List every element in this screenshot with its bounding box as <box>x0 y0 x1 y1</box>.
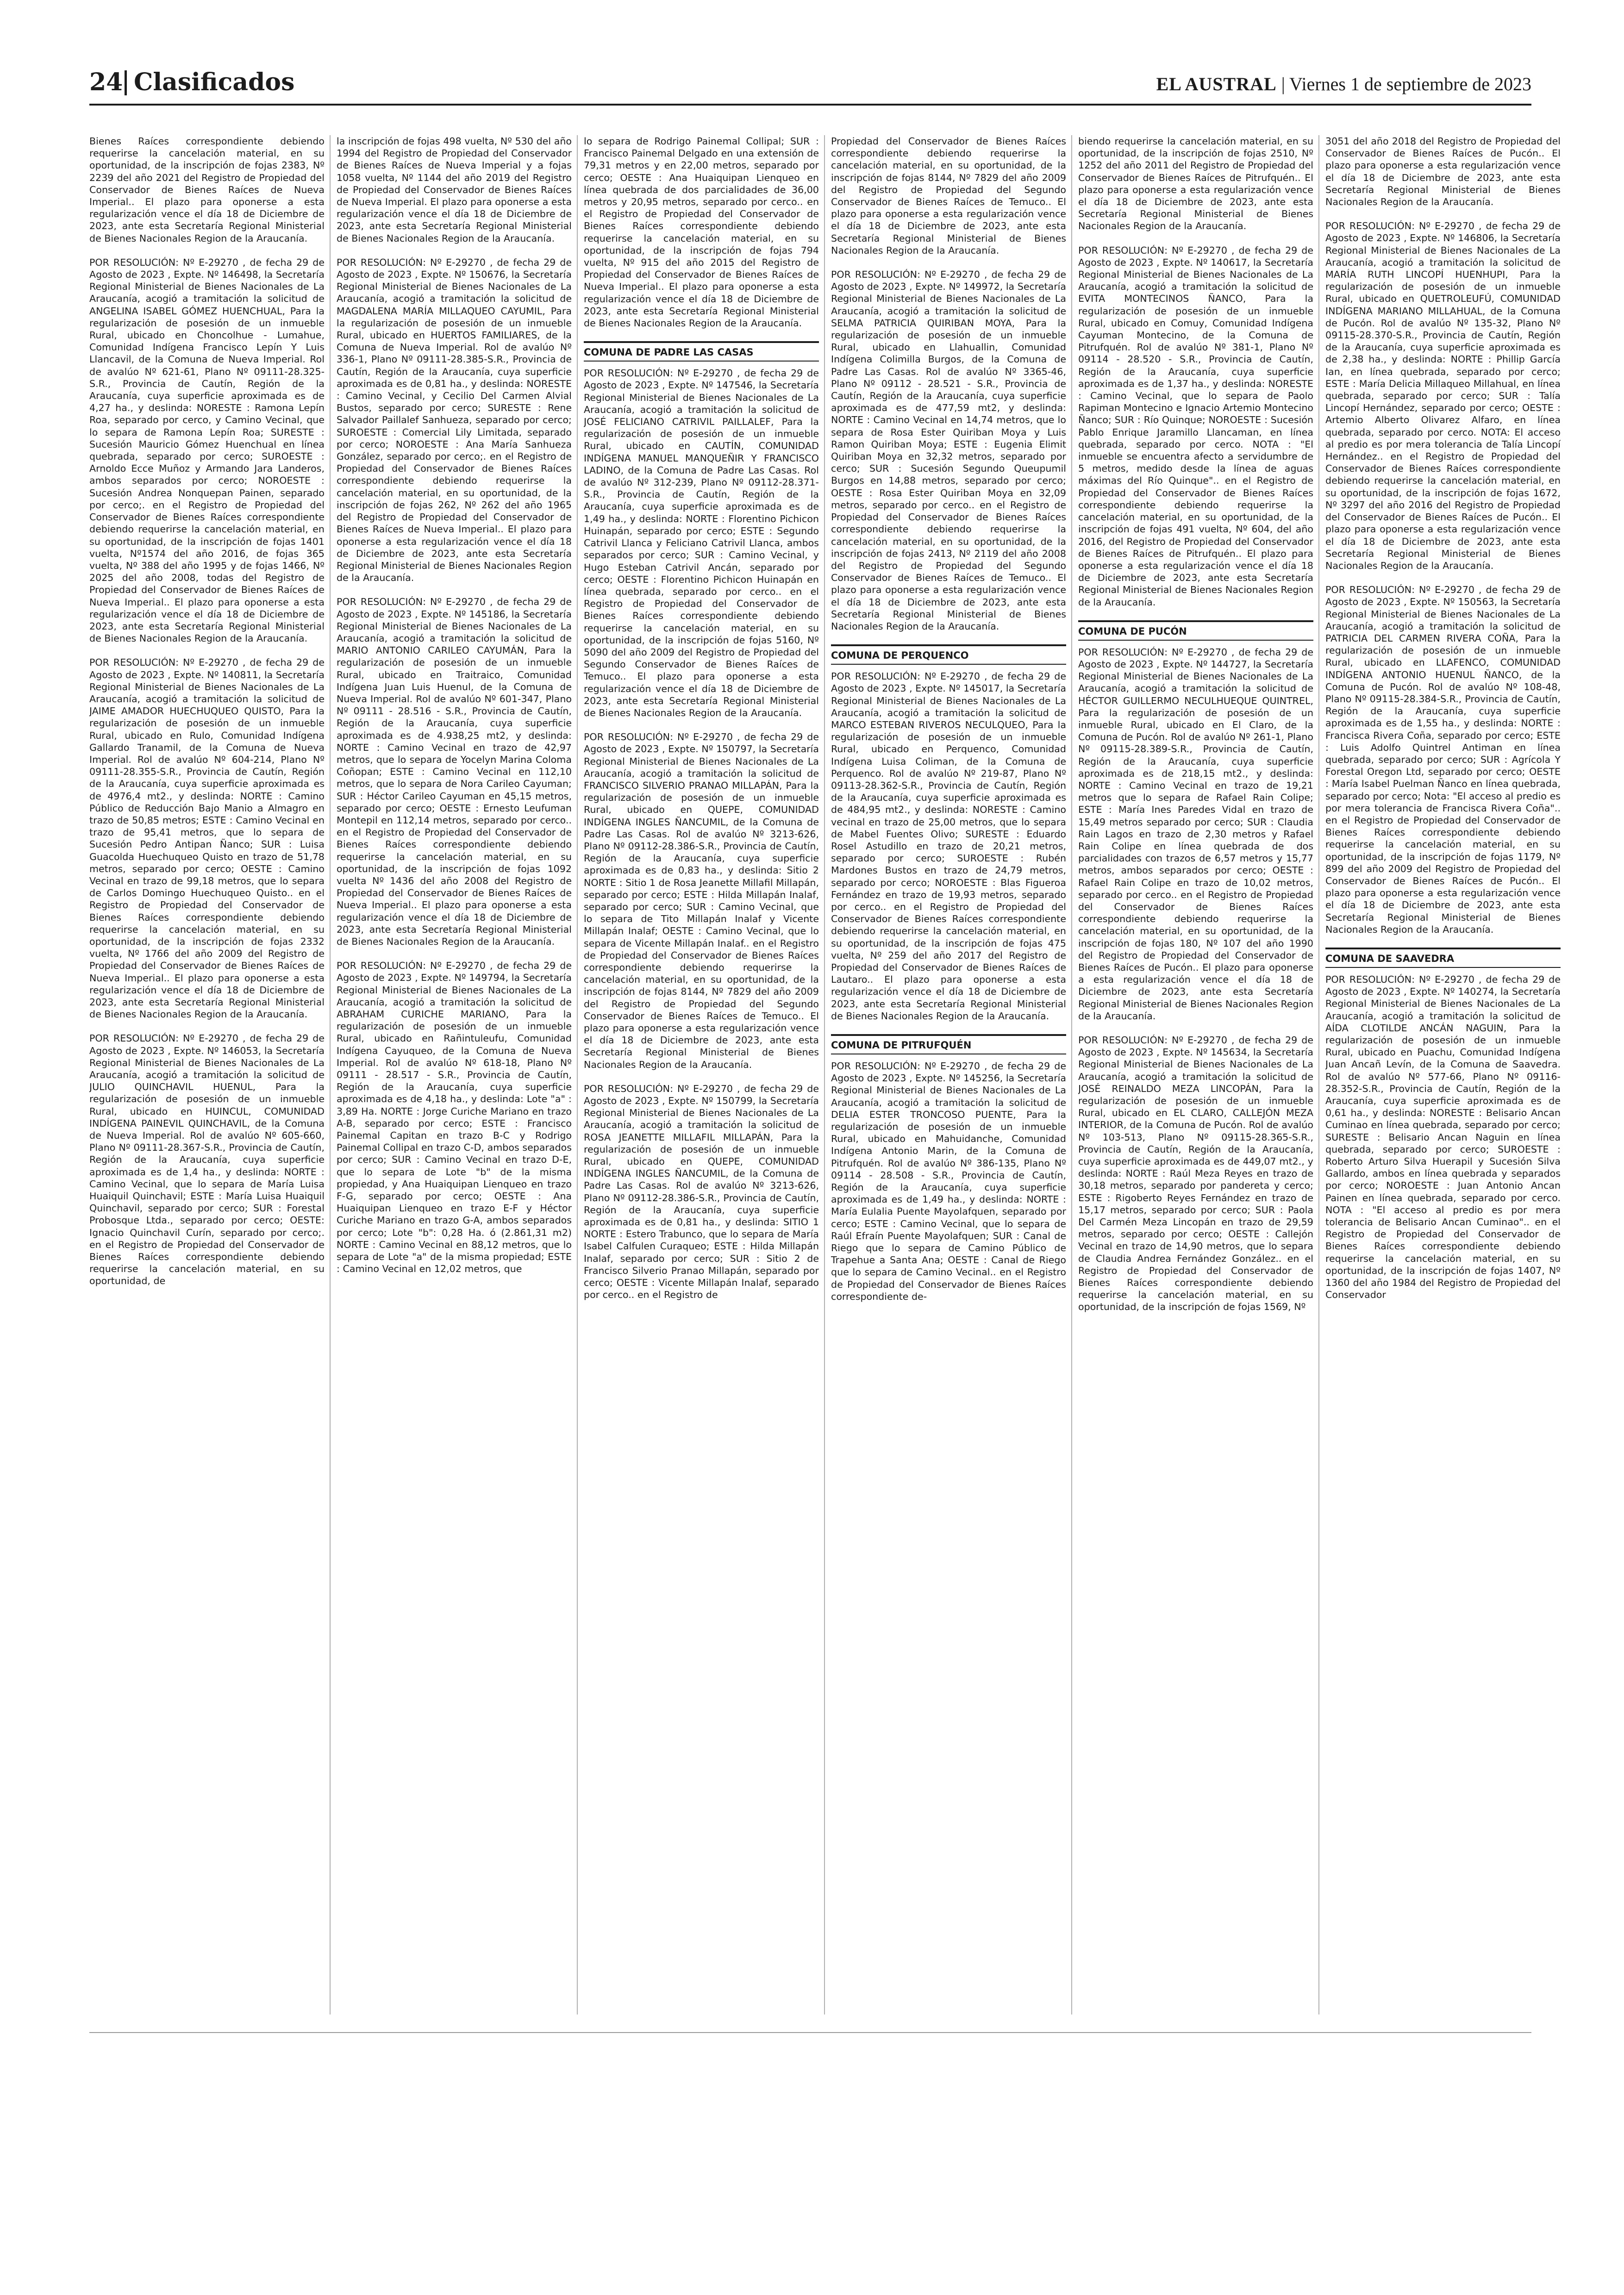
notice-paragraph: POR RESOLUCIÓN: Nº E-29270 , de fecha 29 de Agosto de 2023 , Expte. Nº 147546, la Secretaría Regional Ministerial de Bienes Nacionales de La Araucanía, acogió a tramitación la solicitud de JOSÉ FELICIANO CATRIVIL PAILLALEF, Para la regularización de posesión de un inmueble Rural, ubicado en CAUTÍN, COMUNIDAD INDÍGENA MANUEL MANQUEÑIR Y FRANCISCO LADINO, de la Comuna de Padre Las Casas. Rol de avalúo Nº 312-239, Plano Nº 09112-28.371-S.R., Provincia de Cautín, Región de la Araucanía, cuya superficie aproximada es de 1,49 ha., y deslinda: NORTE : Florentino Pichicon Huinapán, separado por cerco; ESTE : Segundo Catrivil Llanca y Feliciano Catrivil Llanca, ambos separados por cerco; SUR : Camino Vecinal, y Hugo Esteban Catrivil Ancán, separado por cerco; OESTE : Florentino Pichicon Huinapán en línea quebrada, separado por cerco.. en el Registro de Propiedad del Conservador de Bienes Raíces correspondiente debiendo requerirse la cancelación material, en su oportunidad, de la inscripción de fojas 5160, Nº 5090 del año 2009 del Registro de Propiedad del Segundo Conservador de Bienes Raíces de Temuco.. El plazo para oponerse a esta regularización vence el día 18 de Diciembre de 2023, ante esta Secretaría Regional Ministerial de Bienes Nacionales Region de la Araucanía. <box>584 368 819 718</box>
notice-paragraph: Bienes Raíces correspondiente debiendo requerirse la cancelación material, en su oportunidad, de la inscripción de fojas 2383, Nº 2239 del año 2021 del Registro de Propiedad del Conservador de Bienes Raíces de Nueva Imperial.. El plazo para oponerse a esta regularización vence el día 18 de Diciembre de 2023, ante esta Secretaría Regional Ministerial de Bienes Nacionales Region de la Araucanía. <box>89 136 325 244</box>
column-5 <box>1078 135 1313 2014</box>
notice-paragraph: POR RESOLUCIÓN: Nº E-29270 , de fecha 29 de Agosto de 2023 , Expte. Nº 144727, la Secretaría Regional Ministerial de Bienes Nacionales de La Araucanía, acogió a tramitación la solicitud de HÉCTOR GUILLERMO NECULHUEQUE QUINTREL, Para la regularización de posesión de un inmueble Rural, ubicado en El Claro, de la Comuna de Pucón. Rol de avalúo Nº 261-1, Plano Nº 09115-28.389-S.R., Provincia de Cautín, Región de la Araucanía, cuya superficie aproximada es de 218,15 mt2., y deslinda: NORTE : Camino Vecinal en trazo de 19,21 metros que lo separa de Rafael Rain Colipe; ESTE : María Ines Paredes Vidal en trazo de 15,49 metros separado por cerco; SUR : Claudia Rain Lagos en trazo de 2,30 metros y Rafael Rain Colipe en línea quebrada de dos parcialidades con trazos de 6,57 metros y 15,77 metros, ambos separados por cerco; OESTE : Rafael Rain Colipe en trazo de 10,02 metros, separado por cerco.. en el Registro de Propiedad del Conservador de Bienes Raíces correspondiente debiendo requerirse la cancelación material, en su oportunidad, de la inscripción de fojas 180, Nº 107 del año 1990 del Registro de Propiedad del Conservador de Bienes Raíces de Pucón.. El plazo para oponerse a esta regularización vence el día 18 de Diciembre de 2023, ante esta Secretaría Regional Ministerial de Bienes Nacionales Region de la Araucanía. <box>1078 646 1313 1022</box>
publication-line: EL AUSTRAL | Viernes 1 de septiembre de 2023 <box>1156 74 1531 94</box>
comuna-heading: COMUNA DE SAAVEDRA <box>1325 948 1561 968</box>
publication-name: EL AUSTRAL <box>1156 74 1277 94</box>
notice-paragraph: POR RESOLUCIÓN: Nº E-29270 , de fecha 29 de Agosto de 2023 , Expte. Nº 140274, la Secretaría Regional Ministerial de Bienes Nacionales de La Araucanía, acogió a tramitación la solicitud de AÍDA CLOTILDE ANCÁN NAGUIN, Para la regularización de posesión de un inmueble Rural, ubicado en Puachu, Comunidad Indígena Juan Ancañ Levín, de la Comuna de Saavedra. Rol de avalúo Nº 577-66, Plano Nº 09116-28.352-S.R., Provincia de Cautín, Región de la Araucanía, cuya superficie aproximada es de 0,61 ha., y deslinda: NORESTE : Belisario Ancan Cuminao en línea quebrada, separado por cerco; SURESTE : Belisario Ancan Naguin en línea quebrada, separado por cerco; SUROESTE : Roberto Arturo Silva Huerapil y Sucesión Silva Gallardo, ambos en línea quebrada y separados por cerco; NOROESTE : Juan Antonio Ancan Painen en línea quebrada, separado por cerco. NOTA : "El acceso al predio es por mera tolerancia de Belisario Ancan Cuminao".. en el Registro de Propiedad del Conservador de Bienes Raíces correspondiente debiendo requerirse la cancelación material, en su oportunidad, de la inscripción de fojas 1407, Nº 1360 del año 1984 del Registro de Propiedad del Conservador <box>1325 974 1561 1301</box>
footer-rule <box>89 2032 1531 2033</box>
notice-paragraph: POR RESOLUCIÓN: Nº E-29270 , de fecha 29 de Agosto de 2023 , Expte. Nº 150799, la Secretaría Regional Ministerial de Bienes Nacionales de La Araucanía, acogió a tramitación la solicitud de ROSA JEANETTE MILLAFIL MILLAPÁN, Para la regularización de posesión de un inmueble Rural, ubicado en QUEPE, COMUNIDAD INDÍGENA INGLES ÑANCUMIL, de la Comuna de Padre Las Casas. Rol de avalúo Nº 3213-626, Plano Nº 09112-28.386-S.R., Provincia de Cautín, Región de la Araucanía, cuya superficie aproximada es de 0,81 ha., y deslinda: SITIO 1 NORTE : Estero Trabunco, que lo separa de María Isabel Calfulen Curaqueo; ESTE : Hilda Millapán Inalaf, separado por cerco; SUR : Sitio 2 de Francisco Silverio Pranao Millapán, separado por cerco; OESTE : Vicente Millapán Inalaf, separado por cerco.. en el Registro de <box>584 1083 819 1301</box>
notice-paragraph: POR RESOLUCIÓN: Nº E-29270 , de fecha 29 de Agosto de 2023 , Expte. Nº 150676, la Secretaría Regional Ministerial de Bienes Nacionales de La Araucanía, acogió a tramitación la solicitud de MAGDALENA MARÍA MILLAQUEO CAYUMIL, Para la regularización de posesión de un inmueble Rural, ubicado en HUERTOS FAMILIARES, de la Comuna de Nueva Imperial. Rol de avalúo Nº 336-1, Plano Nº 09111-28.385-S.R., Provincia de Cautín, Región de la Araucanía, cuya superficie aproximada es de 0,81 ha., y deslinda: NORESTE : Camino Vecinal, y Cecilio Del Carmen Alvial Bustos, separado por cerco; SURESTE : Rene Salvador Paillalef Sanhueza, separado por cerco; SUROESTE : Comercial Lily Limitada, separado por cerco; NOROESTE : Ana María Sanhueza González, separado por cerco;. en el Registro de Propiedad del Conservador de Bienes Raíces correspondiente debiendo requerirse la cancelación material, en su oportunidad, de la inscripción de fojas 262, Nº 262 del año 1965 del Registro de Propiedad del Conservador de Bienes Raíces de Nueva Imperial.. El plazo para oponerse a esta regularización vence el día 18 de Diciembre de 2023, ante esta Secretaría Regional Ministerial de Bienes Nacionales Region de la Araucanía. <box>337 256 572 584</box>
column-divider <box>1318 135 1319 2014</box>
notice-paragraph: POR RESOLUCIÓN: Nº E-29270 , de fecha 29 de Agosto de 2023 , Expte. Nº 149972, la Secretaría Regional Ministerial de Bienes Nacionales de La Araucanía, acogió a tramitación la solicitud de SELMA PATRICIA QUIRIBAN MOYA, Para la regularización de posesión de un inmueble Rural, ubicado en Llahuallin, Comunidad Indígena Colimilla Burgos, de la Comuna de Padre Las Casas. Rol de avalúo Nº 3365-46, Plano Nº 09112 - 28.521 - S.R., Provincia de Cautín, Región de la Araucanía, cuya superficie aproximada es de 477,59 mt2, y deslinda: NORTE : Camino Vecinal en 14,74 metros, que lo separa de Rosa Ester Quiriban Moya y Luis Ramon Quiriban Moya; ESTE : Eugenia Elimit Quiriban Moya en 32,32 metros, separado por cerco; SUR : Sucesión Segundo Queupumil Burgos en 14,88 metros, separado por cerco; OESTE : Rosa Ester Quiriban Moya en 32,09 metros, separado por cerco.. en el Registro de Propiedad del Conservador de Bienes Raíces correspondiente debiendo requerirse la cancelación material, en su oportunidad, de la inscripción de fojas 2413, Nº 2119 del año 2008 del Registro de Propiedad del Segundo Conservador de Bienes Raíces de Temuco.. El plazo para oponerse a esta regularización vence el día 18 de Diciembre de 2023, ante esta Secretaría Regional Ministerial de Bienes Nacionales Region de la Araucanía. <box>831 269 1066 632</box>
notice-paragraph: biendo requerirse la cancelación material, en su oportunidad, de la inscripción de fojas 2510, Nº 1252 del año 2011 del Registro de Propiedad del Conservador de Bienes Raíces de Pitrufquén.. El plazo para oponerse a esta regularización vence el día 18 de Diciembre de 2023, ante esta Secretaría Regional Ministerial de Bienes Nacionales Region de la Araucanía. <box>1078 136 1313 232</box>
comuna-heading: COMUNA DE PITRUFQUÉN <box>831 1034 1066 1054</box>
notice-paragraph: POR RESOLUCIÓN: Nº E-29270 , de fecha 29 de Agosto de 2023 , Expte. Nº 146806, la Secretaría Regional Ministerial de Bienes Nacionales de La Araucanía, acogió a tramitación la solicitud de MARÍA RUTH LINCOPÍ HUENHUPI, Para la regularización de posesión de un inmueble Rural, ubicado en QUETROLEUFÚ, COMUNIDAD INDÍGENA MARIANO MILLAHUAL, de la Comuna de Pucón. Rol de avalúo Nº 135-32, Plano Nº 09115-28.370-S.R., Provincia de Cautín, Región de la Araucanía, cuya superficie aproximada es de 2,38 ha., y deslinda: NORTE : Phillip García Ian, en línea quebrada, separado por cerco; ESTE : María Delicia Millaqueo Millahual, en línea quebrada, separado por cerco; SUR : Talía Lincopí Hernández, separado por cerco; OESTE : Artemio Alberto Olivarez Alfaro, en línea quebrada, separado por cerco. NOTA: El acceso al predio es por mera tolerancia de Talía Lincopí Hernández.. en el Registro de Propiedad del Conservador de Bienes Raíces correspondiente debiendo requerirse la cancelación material, en su oportunidad, de la inscripción de fojas 1672, Nº 3297 del año 2016 del Registro de Propiedad del Conservador de Bienes Raíces de Pucón.. El plazo para oponerse a esta regularización vence el día 18 de Diciembre de 2023, ante esta Secretaría Regional Ministerial de Bienes Nacionales Region de la Araucanía. <box>1325 220 1561 571</box>
notice-paragraph: POR RESOLUCIÓN: Nº E-29270 , de fecha 29 de Agosto de 2023 , Expte. Nº 149794, la Secretaría Regional Ministerial de Bienes Nacionales de La Araucanía, acogió a tramitación la solicitud de ABRAHAM CURICHE MARIANO, Para la regularización de posesión de un inmueble Rural, ubicado en Rañintuleufu, Comunidad Indígena Cayuqueo, de la Comuna de Nueva Imperial. Rol de avalúo Nº 618-18, Plano Nº 09111 - 28.517 - S.R., Provincia de Cautín, Región de la Araucanía, cuya superficie aproximada es de 4,18 ha., y deslinda: Lote "a" : 3,89 Ha. NORTE : Jorge Curiche Mariano en trazo A-B, separado por cerco; ESTE : Francisco Painemal Capitan en trazo B-C y Rodrigo Painemal Collipal en trazo C-D, ambos separados por cerco; SUR : Camino Vecinal en trazo D-E, que lo separa de Lote "b" de la misma propiedad, y Ana Huaiquipan Lienqueo en trazo F-G, separado por cerco; OESTE : Ana Huaiquipan Lienqueo en trazo E-F y Héctor Curiche Mariano en trazo G-A, ambos separados por cerco; Lote "b": 0,28 Ha. ó (2.861,31 m2) NORTE : Camino Vecinal en 88,12 metros, que lo separa de Lote "a" de la misma propiedad; ESTE : Camino Vecinal en 12,02 metros, que <box>337 960 572 1275</box>
notice-paragraph: POR RESOLUCIÓN: Nº E-29270 , de fecha 29 de Agosto de 2023 , Expte. Nº 145186, la Secretaría Regional Ministerial de Bienes Nacionales de La Araucanía, acogió a tramitación la solicitud de MARIO ANTONIO CARILEO CAYUMÁN, Para la regularización de posesión de un inmueble Rural, ubicado en Traitraico, Comunidad Indígena Juan Luis Huenul, de la Comuna de Nueva Imperial. Rol de avalúo Nº 601-347, Plano Nº 09111 - 28.516 - S.R., Provincia de Cautín, Región de la Araucanía, cuya superficie aproximada es de 4.938,25 mt2, y deslinda: NORTE : Camino Vecinal en trazo de 42,97 metros, que lo separa de Yocelyn Marina Coloma Coñopan; ESTE : Camino Vecinal en 112,10 metros, que lo separa de Nora Carileo Cayuman; SUR : Héctor Carileo Cayuman en 45,15 metros, separado por cerco; OESTE : Ernesto Leufuman Montepil en 112,14 metros, separado por cerco.. en el Registro de Propiedad del Conservador de Bienes Raíces correspondiente debiendo requerirse la cancelación material, en su oportunidad, de la inscripción de fojas 1092 vuelta Nº 1436 del año 2008 del Registro de Propiedad del Conservador de Bienes Raíces de Nueva Imperial.. El plazo para oponerse a esta regularización vence el día 18 de Diciembre de 2023, ante esta Secretaría Regional Ministerial de Bienes Nacionales Region de la Araucanía. <box>337 596 572 947</box>
notice-paragraph: la inscripción de fojas 498 vuelta, Nº 530 del año 1994 del Registro de Propiedad del Conservador de Bienes Raíces de Nueva Imperial y a fojas 1058 vuelta, Nº 1144 del año 2019 del Registro de Propiedad del Conservador de Bienes Raíces de Nueva Imperial. El plazo para oponerse a esta regularización vence el día 18 de Diciembre de 2023, ante esta Secretaría Regional Ministerial de Bienes Nacionales Region de la Araucanía. <box>337 136 572 244</box>
header-rule <box>89 104 1531 106</box>
header-separator <box>125 70 127 95</box>
notice-paragraph: POR RESOLUCIÓN: Nº E-29270 , de fecha 29 de Agosto de 2023 , Expte. Nº 150563, la Secretaría Regional Ministerial de Bienes Nacionales de La Araucanía, acogió a tramitación la solicitud de PATRICIA DEL CARMEN RIVERA COÑA, Para la regularización de posesión de un inmueble Rural, ubicado en LLAFENCO, COMUNIDAD INDÍGENA ANTONIO HUENUL ÑANCO, de la Comuna de Pucón. Rol de avalúo Nº 108-48, Plano Nº 09115-28.384-S.R., Provincia de Cautín, Región de la Araucanía, cuya superficie aproximada es de 1,55 ha., y deslinda: NORTE : Francisca Rivera Coña, separado por cerco; ESTE : Luis Adolfo Quintrel Antiman en línea quebrada, separado por cerco; SUR : Agrícola Y Forestal Oregon Ltd, separado por cerco; OESTE : María Isabel Puelman Ñanco en línea quebrada, separado por cerco; Nota: "El acceso al predio es por mera tolerancia de Francisca Rivera Coña".. en el Registro de Propiedad del Conservador de Bienes Raíces correspondiente debiendo requerirse la cancelación material, en su oportunidad, de la inscripción de fojas 1179, Nº 899 del año 2009 del Registro de Propiedad del Conservador de Bienes Raíces de Pucón.. El plazo para oponerse a esta regularización vence el día 18 de Diciembre de 2023, ante esta Secretaría Regional Ministerial de Bienes Nacionales Region de la Araucanía. <box>1325 584 1561 935</box>
comuna-heading: COMUNA DE PADRE LAS CASAS <box>584 341 819 362</box>
column-1 <box>89 135 325 2014</box>
comuna-heading: COMUNA DE PERQUENCO <box>831 644 1066 665</box>
notice-paragraph: POR RESOLUCIÓN: Nº E-29270 , de fecha 29 de Agosto de 2023 , Expte. Nº 145634, la Secretaría Regional Ministerial de Bienes Nacionales de La Araucanía, acogió a tramitación la solicitud de JOSÉ REINALDO MEZA LINCOPÁN, Para la regularización de posesión de un inmueble Rural, ubicado en EL CLARO, CALLEJÓN MEZA INTERIOR, de la Comuna de Pucón. Rol de avalúo Nº 103-513, Plano Nº 09115-28.365-S.R., Provincia de Cautín, Región de la Araucanía, cuya superficie aproximada es de 449,07 mt2., y deslinda: NORTE : Raúl Meza Reyes en trazo de 30,18 metros, separado por pandereta y cerco; ESTE : Rigoberto Reyes Fernández en trazo de 15,17 metros, separado por cerco; SUR : Paola Del Carmén Meza Lincopán en trazo de 29,59 metros, separado por cerco; OESTE : Callejón Vecinal en trazo de 14,90 metros, que lo separa de Claudia Andrea Fernández González.. en el Registro de Propiedad del Conservador de Bienes Raíces correspondiente debiendo requerirse la cancelación material, en su oportunidad, de la inscripción de fojas 1569, Nº <box>1078 1035 1313 1313</box>
notice-paragraph: POR RESOLUCIÓN: Nº E-29270 , de fecha 29 de Agosto de 2023 , Expte. Nº 140811, la Secretaría Regional Ministerial de Bienes Nacionales de La Araucanía, acogió a tramitación la solicitud de JAIME AMADOR HUECHUQUEO QUISTO, Para la regularización de posesión de un inmueble Rural, ubicado en Rulo, Comunidad Indígena Gallardo Tranamil, de la Comuna de Nueva Imperial. Rol de avalúo Nº 604-214, Plano Nº 09111-28.355-S.R., Provincia de Cautín, Región de la Araucanía, cuya superficie aproximada es de 4976,4 mt2., y deslinda: NORTE : Camino Público de Reducción Bajo Manio a Almagro en trazo de 50,85 metros; ESTE : Camino Vecinal en trazo de 95,41 metros, que lo separa de Sucesión Pedro Antipan Ñanco; SUR : Luisa Guacolda Huechuqueo Quisto en trazo de 51,78 metros, separado por cerco; OESTE : Camino Vecinal en trazo de 99,18 metros, que lo separa de Carlos Domingo Huechuqueo Quisto.. en el Registro de Propiedad del Conservador de Bienes Raíces correspondiente debiendo requerirse la cancelación material, en su oportunidad, de la inscripción de fojas 2332 vuelta, Nº 1766 del año 2009 del Registro de Propiedad del Conservador de Bienes Raíces de Nueva Imperial.. El plazo para oponerse a esta regularización vence el día 18 de Diciembre de 2023, ante esta Secretaría Regional Ministerial de Bienes Nacionales Region de la Araucanía. <box>89 657 325 1020</box>
notice-paragraph: 3051 del año 2018 del Registro de Propiedad del Conservador de Bienes Raíces de Pucón.. El plazo para oponerse a esta regularización vence el día 18 de Diciembre de 2023, ante esta Secretaría Regional Ministerial de Bienes Nacionales Region de la Araucanía. <box>1325 136 1561 208</box>
comuna-heading: COMUNA DE PUCÓN <box>1078 620 1313 641</box>
page-number: 24 <box>89 68 123 96</box>
notice-paragraph: POR RESOLUCIÓN: Nº E-29270 , de fecha 29 de Agosto de 2023 , Expte. Nº 140617, la Secretaría Regional Ministerial de Bienes Nacionales de La Araucanía, acogió a tramitación la solicitud de EVITA MONTECINOS ÑANCO, Para la regularización de posesión de un inmueble Rural, ubicado en Comuy, Comunidad Indígena Cayuman Montecino, de la Comuna de Pitrufquén. Rol de avalúo Nº 381-1, Plano Nº 09114 - 28.520 - S.R., Provincia de Cautín, Región de la Araucanía, cuya superficie aproximada es de 1,37 ha., y deslinda: NORESTE : Camino Vecinal, que lo separa de Paolo Rapiman Montecino e Ignacio Artemio Montecino Ñanco; SUR : Río Quinque; NOROESTE : Sucesión Pablo Enrique Jaramillo Llancaman, en línea quebrada, separado por cerco. NOTA : "El inmueble se encuentra afecto a servidumbre de 5 metros, medido desde la línea de aguas máximas del Río Quinque".. en el Registro de Propiedad del Conservador de Bienes Raíces correspondiente debiendo requerirse la cancelación material, en su oportunidad, de la inscripción de fojas 491 vuelta, Nº 604, del año 2016, del Registro de Propiedad del Conservador de Bienes Raíces de Pitrufquén.. El plazo para oponerse a esta regularización vence el día 18 de Diciembre de 2023, ante esta Secretaría Regional Ministerial de Bienes Nacionales Region de la Araucanía. <box>1078 244 1313 608</box>
notice-paragraph: Propiedad del Conservador de Bienes Raíces correspondiente debiendo requerirse la cancelación material, en su oportunidad, de la inscripción de fojas 8144, Nº 7829 del año 2009 del Registro de Propiedad del Segundo Conservador de Bienes Raíces de Temuco.. El plazo para oponerse a esta regularización vence el día 18 de Diciembre de 2023, ante esta Secretaría Regional Ministerial de Bienes Nacionales Region de la Araucanía. <box>831 136 1066 256</box>
column-3 <box>584 135 819 2014</box>
column-6 <box>1325 135 1561 2014</box>
notice-paragraph: POR RESOLUCIÓN: Nº E-29270 , de fecha 29 de Agosto de 2023 , Expte. Nº 146053, la Secretaría Regional Ministerial de Bienes Nacionales de La Araucanía, acogió a tramitación la solicitud de JULIO QUINCHAVIL HUENUL, Para la regularización de posesión de un inmueble Rural, ubicado en HUINCUL, COMUNIDAD INDÍGENA PAINEVIL QUINCHAVIL, de la Comuna de Nueva Imperial. Rol de avalúo Nº 605-660, Plano Nº 09111-28.367-S.R., Provincia de Cautín, Región de la Araucanía, cuya superficie aproximada es de 1,4 ha., y deslinda: NORTE : Camino Vecinal, que lo separa de María Luisa Huaiquil Quinchavil; ESTE : María Luisa Huaiquil Quinchavil, separado por cerco; SUR : Forestal Probosque Ltda., separado por cerco; OESTE: Ignacio Quinchavil Curín, separado por cerco;. en el Registro de Propiedad del Conservador de Bienes Raíces correspondiente debiendo requerirse la cancelación material, en su oportunidad, de <box>89 1033 325 1287</box>
notice-paragraph: lo separa de Rodrigo Painemal Collipal; SUR : Francisco Painemal Delgado en una extensión de 79,31 metros y en 22,00 metros, separado por cerco; OESTE : Ana Huaiquipan Lienqueo en línea quebrada de dos parcialidades de 36,00 metros y 20,95 metros, separado por cerco.. en el Registro de Propiedad del Conservador de Bienes Raíces correspondiente debiendo requerirse la cancelación material, en su oportunidad, de la inscripción de fojas 794 vuelta, Nº 915 del año 2015 del Registro de Propiedad del Conservador de Bienes Raíces de Nueva Imperial.. El plazo para oponerse a esta regularización vence el día 18 de Diciembre de 2023, ante esta Secretaría Regional Ministerial de Bienes Nacionales Region de la Araucanía. <box>584 136 819 329</box>
section-title: Clasificados <box>134 68 295 96</box>
column-divider <box>577 135 578 2014</box>
column-4 <box>831 135 1066 2014</box>
page-header <box>89 65 1531 103</box>
notice-paragraph: POR RESOLUCIÓN: Nº E-29270 , de fecha 29 de Agosto de 2023 , Expte. Nº 146498, la Secretaría Regional Ministerial de Bienes Nacionales de La Araucanía, acogió a tramitación la solicitud de ANGELINA ISABEL GÓMEZ HUENCHUAL, Para la regularización de posesión de un inmueble Rural, ubicado en Choncolhue - Lumahue, Comunidad Indígena Francisco Lepín Y Luis Llancavil, de la Comuna de Nueva Imperial. Rol de avalúo Nº 621-61, Plano Nº 09111-28.325-S.R., Provincia de Cautín, Región de la Araucanía, cuya superficie aproximada es de 4,27 ha., y deslinda: NORESTE : Ramona Lepín Roa, separado por cerco, y Camino Vecinal, que lo separa de Ramona Lepín Roa; SURESTE : Sucesión Mauricio Gómez Huenchual en línea quebrada, separado por cerco; SUROESTE : Arnoldo Ecce Muñoz y Armando Jara Landeros, ambos separados por cerco; NOROESTE : Sucesión Andrea Nonquepan Painen, separado por cerco;. en el Registro de Propiedad del Conservador de Bienes Raíces correspondiente debiendo requerirse la cancelación material, en su oportunidad, de la inscripción de fojas 1401 vuelta, Nº1574 del año 2016, de fojas 365 vuelta, Nº 388 del año 1995 y de fojas 1466, Nº 2025 del año 2008, todas del Registro de Propiedad del Conservador de Bienes Raíces de Nueva Imperial.. El plazo para oponerse a esta regularización vence el día 18 de Diciembre de 2023, ante esta Secretaría Regional Ministerial de Bienes Nacionales Region de la Araucanía. <box>89 256 325 644</box>
publication-date: Viernes 1 de septiembre de 2023 <box>1289 74 1531 94</box>
notice-paragraph: POR RESOLUCIÓN: Nº E-29270 , de fecha 29 de Agosto de 2023 , Expte. Nº 150797, la Secretaría Regional Ministerial de Bienes Nacionales de La Araucanía, acogió a tramitación la solicitud de FRANCISCO SILVERIO PRANAO MILLAPÁN, Para la regularización de posesión de un inmueble Rural, ubicado en QUEPE, COMUNIDAD INDÍGENA INGLES ÑANCUMIL, de la Comuna de Padre Las Casas. Rol de avalúo Nº 3213-626, Plano Nº 09112-28.386-S.R., Provincia de Cautín, Región de la Araucanía, cuya superficie aproximada es de 0,83 ha., y deslinda: Sitio 2 NORTE : Sitio 1 de Rosa Jeanette Millafil Millapán, separado por cerco; ESTE : Hilda Millapán Inalaf, separado por cerco; SUR : Camino Vecinal, que lo separa de Tito Millapán Inalaf y Vicente Millapán Inalaf; OESTE : Camino Vecinal, que lo separa de Vicente Millapán Inalaf.. en el Registro de Propiedad del Conservador de Bienes Raíces correspondiente debiendo requerirse la cancelación material, en su oportunidad, de la inscripción de fojas 8144, Nº 7829 del año 2009 del Registro de Propiedad del Segundo Conservador de Bienes Raíces de Temuco.. El plazo para oponerse a esta regularización vence el día 18 de Diciembre de 2023, ante esta Secretaría Regional Ministerial de Bienes Nacionales Region de la Araucanía. <box>584 731 819 1070</box>
notice-paragraph: POR RESOLUCIÓN: Nº E-29270 , de fecha 29 de Agosto de 2023 , Expte. Nº 145017, la Secretaría Regional Ministerial de Bienes Nacionales de La Araucanía, acogió a tramitación la solicitud de MARCO ESTEBAN RIVEROS NECULQUEO, Para la regularización de posesión de un inmueble Rural, ubicado en Perquenco, Comunidad Indígena Luisa Coliman, de la Comuna de Perquenco. Rol de avalúo Nº 219-87, Plano Nº 09113-28.362-S.R., Provincia de Cautín, Región de la Araucanía, cuya superficie aproximada es de 484,95 mt2., y deslinda: NORESTE : Camino vecinal en trazo de 25,00 metros, que lo separa de Mabel Fuentes Olivo; SURESTE : Eduardo Rosel Astudillo en trazo de 20,21 metros, separado por cerco; SUROESTE : Rubén Mardones Bustos en trazo de 24,79 metros, separado por cerco; NOROESTE : Blas Figueroa Fernández en trazo de 19,93 metros, separado por cerco.. en el Registro de Propiedad del Conservador de Bienes Raíces correspondiente debiendo requerirse la cancelación material, en su oportunidad, de la inscripción de fojas 475 vuelta, Nº 259 del año 2017 del Registro de Propiedad del Conservador de Bienes Raíces de Lautaro.. El plazo para oponerse a esta regularización vence el día 18 de Diciembre de 2023, ante esta Secretaría Regional Ministerial de Bienes Nacionales Region de la Araucanía. <box>831 671 1066 1022</box>
column-divider <box>1071 135 1072 2014</box>
column-divider <box>330 135 331 2014</box>
notice-paragraph: POR RESOLUCIÓN: Nº E-29270 , de fecha 29 de Agosto de 2023 , Expte. Nº 145256, la Secretaría Regional Ministerial de Bienes Nacionales de La Araucanía, acogió a tramitación la solicitud de DELIA ESTER TRONCOSO PUENTE, Para la regularización de posesión de un inmueble Rural, ubicado en Mahuidanche, Comunidad Indígena Antonio Marin, de la Comuna de Pitrufquén. Rol de avalúo Nº 386-135, Plano Nº 09114 - 28.508 - S.R., Provincia de Cautín, Región de la Araucanía, cuya superficie aproximada es de 1,49 ha., y deslinda: NORTE : María Eulalia Puente Mayolafquen, separado por cerco; ESTE : Camino Vecinal, que lo separa de Raúl Efraín Puente Mayolafquen; SUR : Canal de Riego que lo separa de Camino Público de Trapehue a Santa Ana; OESTE : Canal de Riego que lo separa de Camino Vecinal.. en el Registro de Propiedad del Conservador de Bienes Raíces correspondiente de- <box>831 1060 1066 1302</box>
column-2 <box>337 135 572 2014</box>
column-divider <box>824 135 825 2014</box>
